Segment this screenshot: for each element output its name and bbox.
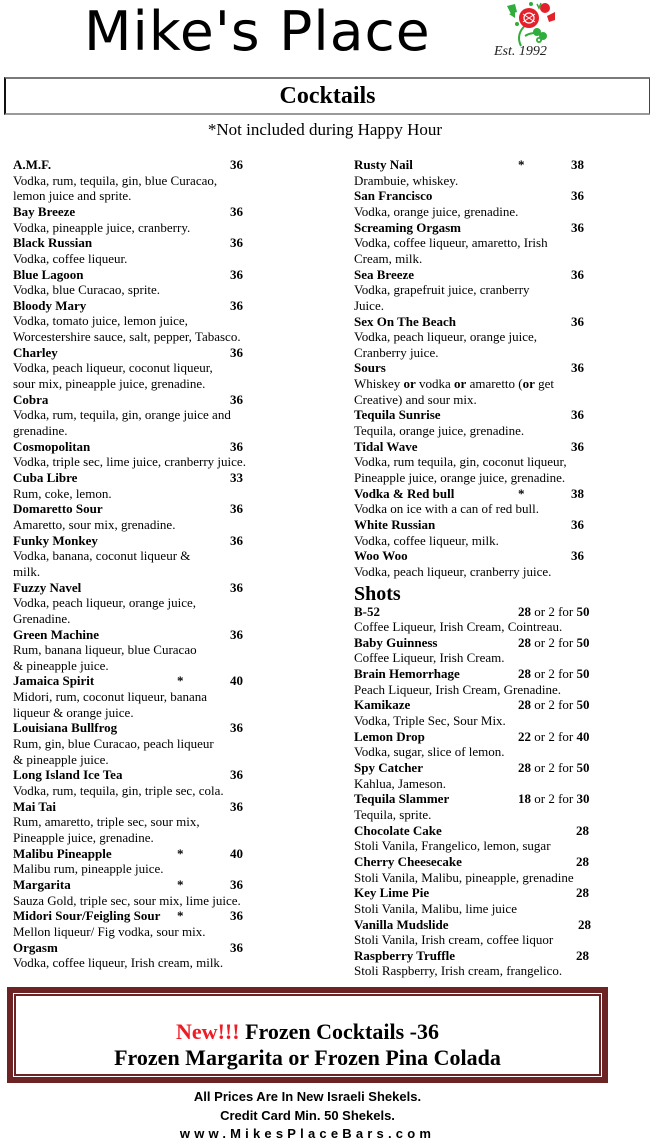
menu-item-price: 36 [230,266,243,282]
shot-item [354,823,644,854]
menu-item-price: 36 [571,407,584,423]
menu-item-description: Vodka, peach liqueur, orange juice, Grenadine. [13,595,196,626]
menu-item [13,501,333,532]
menu-item-price: 36 [230,532,243,548]
menu-item-description: Vodka, rum, tequila, gin, triple sec, cola. [13,783,224,798]
promo-title: Frozen Cocktails -36 [239,1019,439,1044]
menu-item-price: 36 [230,203,243,219]
menu-item-header [354,439,644,455]
menu-item-header [13,204,333,220]
shot-deal-text: or 2 for [531,666,577,682]
menu-item [354,486,644,517]
menu-item-description: Vodka, banana, coconut liqueur & milk. [13,548,191,579]
shot-item-price [518,697,590,713]
shot-item-name: Cherry Cheesecake [354,853,462,869]
menu-item-price: 36 [571,188,584,204]
menu-item-header [13,580,333,596]
menu-item-description: Vodka, triple sec, lime juice, cranberry juice. [13,454,246,470]
shot-item [354,697,644,728]
menu-item-header [354,517,644,533]
shot-item-description: Coffee Liqueur, Irish Cream. [354,650,505,666]
menu-item-price: 36 [230,876,243,892]
happy-hour-exclusion-marker: * [177,876,184,892]
shot-item-price: 28 [578,916,591,932]
shot-double-price: 50 [576,603,590,619]
menu-item-name: Rusty Nail [354,157,413,172]
menu-item [13,470,333,501]
menu-item [354,157,644,188]
shot-item-description: Coffee Liqueur, Irish Cream, Cointreau. [354,619,563,635]
menu-item [13,877,333,908]
menu-item-name: Cobra [13,391,49,407]
menu-item [354,439,644,486]
menu-item-price: 36 [230,438,243,454]
shot-item [354,729,644,760]
happy-hour-exclusion-marker: * [177,908,184,924]
menu-item-header [13,157,333,173]
menu-item-name: Sea Breeze [354,266,415,282]
new-label: New!!! [176,1019,240,1044]
menu-item-price: 36 [230,767,243,783]
menu-item-description: Rum, coke, lemon. [13,485,112,501]
menu-item-price: 36 [230,908,243,924]
menu-item-price: 36 [571,360,584,376]
menu-item [354,548,644,579]
menu-item [13,799,333,846]
menu-item-price: 36 [230,235,243,251]
shot-item-description: Stoli Vanila, Malibu, pineapple, grenadine [354,869,574,885]
shot-item-description: Vodka, Triple Sec, Sour Mix. [354,713,506,729]
menu-item-header [13,673,333,689]
shot-item [354,604,644,635]
menu-item-description: Vodka, orange juice, grenadine. [354,203,519,219]
section-title-box [4,77,650,115]
menu-item [13,908,333,939]
menu-item-description: Vodka, grapefruit juice, cranberry Juice. [354,282,530,313]
menu-item [13,673,333,720]
menu-item-price: 36 [571,219,584,235]
menu-item-name: Bay Breeze [13,203,76,219]
menu-item [354,220,644,267]
menu-item-header [13,470,333,486]
shot-single-price: 18 [518,791,531,807]
shot-item-header [354,760,644,776]
menu-item-price: 36 [230,798,243,814]
menu-item-description: Mellon liqueur/ Fig vodka, sour mix. [13,923,206,939]
menu-item-description: Vodka, pineapple juice, cranberry. [13,219,191,235]
menu-item-header [13,799,333,815]
menu-item-name: Sours [354,360,386,376]
menu-item-header [13,720,333,736]
menu-item-price: 40 [230,673,243,689]
shot-item [354,666,644,697]
shot-item-header [354,854,644,870]
shot-item-name: Key Lime Pie [354,885,430,901]
menu-item-header [13,846,333,862]
shot-item-price: 28 [576,947,589,963]
menu-item-name: San Francisco [354,188,433,204]
shot-item-price [518,666,590,682]
menu-item [13,627,333,674]
shot-double-price: 50 [576,697,590,713]
menu-item [13,267,333,298]
menu-item-name: Tidal Wave [354,438,418,454]
shot-item-description: Vodka, sugar, slice of lemon. [354,744,505,760]
menu-item-header [13,940,333,956]
menu-item-description: Vodka, rum, tequila, gin, orange juice and grenadine. [13,407,231,439]
menu-item-price: 36 [571,313,584,329]
frozen-cocktails-promo [7,987,608,1083]
menu-item-description: Rum, gin, blue Curacao, peach liqueur & pineapple juice. [13,736,214,767]
menu-item-header [13,767,333,783]
shot-single-price: 28 [518,760,531,776]
menu-item-price: 36 [230,626,243,642]
menu-item-name: Jamaica Spirit [13,673,95,689]
shot-item-header [354,917,644,933]
menu-item-header [13,439,333,455]
menu-item-header [13,267,333,283]
happy-hour-exclusion-marker: * [518,485,525,501]
menu-item-price: 40 [230,845,243,861]
menu-item-description: Vodka, coffee liqueur, Irish cream, milk. [13,955,224,971]
menu-item [13,533,333,580]
logo [84,0,504,68]
menu-item-name: Margarita [13,876,71,892]
happy-hour-note: *Not included during Happy Hour [207,120,443,139]
shot-item-description: Stoli Vanila, Irish cream, coffee liquor [354,932,554,948]
menu-item-price: 36 [230,579,243,595]
menu-item-name: Cosmopolitan [13,438,91,454]
menu-item [13,940,333,971]
menu-item-name: Long Island Ice Tea [13,767,123,783]
menu-item-price: 38 [571,485,584,501]
description-part: get Creative) and sour mix. [354,376,555,407]
menu-item [13,580,333,627]
shot-item-price [518,760,590,776]
menu-item-name: Woo Woo [354,548,408,564]
shot-item-name: B-52 [354,603,380,619]
description-part: amaretto ( [466,376,523,392]
shot-item-name: Raspberry Truffle [354,947,455,963]
menu-item-header [354,220,644,236]
menu-item-price: 36 [230,501,243,517]
shot-single-price: 22 [518,728,531,744]
menu-item-header [354,486,644,502]
shot-deal-text: or 2 for [531,791,577,807]
menu-item [13,298,333,345]
menu-item-header [13,908,333,924]
menu-item-description: Vodka, coffee liqueur, milk. [354,532,499,548]
menu-item-description: Rum, amaretto, triple sec, sour mix, Pineapple juice, grenadine. [13,814,200,845]
description-part: or [454,376,467,392]
menu-item-header [13,298,333,314]
logo-text: Mike's Place [84,0,431,63]
menu-item-header [354,548,644,564]
menu-item [354,360,644,407]
menu-item-description: Vodka, peach liqueur, cranberry juice. [354,563,552,579]
shot-item [354,917,644,948]
menu-item-description: Vodka, blue Curacao, sprite. [13,282,161,298]
shot-single-price: 28 [518,666,531,682]
shot-item-name: Tequila Slammer [354,791,450,807]
shot-item-price [518,791,590,807]
shot-item-description: Peach Liqueur, Irish Cream, Grenadine. [354,681,562,697]
menu-item-description: Vodka, peach liqueur, orange juice, Cranberry juice. [354,329,537,360]
description-part: Whiskey [354,376,404,392]
menu-item [354,407,644,438]
shot-item-description: Tequila, sprite. [354,806,432,822]
shot-item [354,948,644,979]
footer-credit-card-note: Credit Card Min. 50 Shekels. [220,1108,395,1123]
menu-item [13,157,333,204]
shot-single-price: 28 [518,634,531,650]
shot-item-header [354,697,644,713]
menu-item-header [13,877,333,893]
menu-item-header [354,157,644,173]
shots-heading: Shots [354,582,401,605]
description-part: or [403,376,416,392]
description-part: or [522,376,535,392]
menu-item-name: Orgasm [13,939,58,955]
shot-item-header [354,604,644,620]
menu-item-name: Malibu Pineapple [13,845,112,861]
shot-item-name: Baby Guinness [354,634,438,650]
shot-item-description: Stoli Vanila, Malibu, lime juice [354,900,517,916]
menu-item-name: Vodka & Red bull [354,485,455,501]
menu-item-name: Mai Tai [13,798,56,814]
menu-item-name: Domaretto Sour [13,501,103,517]
menu-item-description: Drambuie, whiskey. [354,172,459,188]
menu-item-description: Vodka, coffee liqueur, amaretto, Irish Cream, milk. [354,235,548,266]
menu-item-header [354,267,644,283]
menu-item [13,767,333,798]
description-part: vodka [415,376,455,392]
menu-item [13,345,333,392]
menu-item-name: Sex On The Beach [354,313,456,329]
shot-item-description: Stoli Raspberry, Irish cream, frangelico. [354,963,563,979]
shot-item-price: 28 [576,822,589,838]
menu-item-price: 36 [571,548,584,564]
menu-item [354,314,644,361]
menu-item-price: 36 [571,516,584,532]
menu-item-price: 36 [230,939,243,955]
menu-item [13,204,333,235]
footer-currency-note: All Prices Are In New Israeli Shekels. [193,1089,422,1104]
promo-line-1 [13,1019,602,1045]
shot-item-header [354,635,644,651]
menu-item-name: Charley [13,344,58,360]
menu-item-header [13,501,333,517]
shot-item-name: Chocolate Cake [354,822,442,838]
menu-item-name: Screaming Orgasm [354,219,461,235]
menu-item-price: 36 [230,720,243,736]
menu-item [354,517,644,548]
promo-line-2: Frozen Margarita or Frozen Pina Colada [114,1045,501,1070]
menu-item-name: Funky Monkey [13,532,98,548]
shot-single-price: 28 [518,697,531,713]
menu-item-price: 33 [230,470,243,485]
shot-double-price: 30 [576,791,590,807]
shot-item-header [354,948,644,964]
menu-item-header [13,345,333,361]
shot-deal-text: or 2 for [531,603,577,619]
shot-deal-text: or 2 for [531,634,577,650]
rose-icon [503,2,563,48]
section-title: Cocktails [279,83,376,109]
menu-item [13,439,333,470]
menu-item-price: 36 [230,344,243,360]
cocktails-left-column [13,157,333,971]
menu-item-name: Green Machine [13,626,100,642]
shot-item-name: Kamikaze [354,697,411,713]
menu-item-description: Vodka, tomato juice, lemon juice, Worcestershire sauce, salt, pepper, Tabasco. [13,313,241,345]
shot-item-name: Brain Hemorrhage [354,666,460,682]
shot-deal-text: or 2 for [531,728,577,744]
shot-item-description: Stoli Vanila, Frangelico, lemon, sugar [354,838,551,854]
shot-item [354,635,644,666]
shot-item-header [354,666,644,682]
shot-item [354,791,644,822]
menu-item [13,235,333,266]
menu-item-description: Tequila, orange juice, grenadine. [354,423,525,439]
shot-item-price: 28 [576,885,589,901]
shot-double-price: 50 [576,666,590,682]
menu-item-name: Bloody Mary [13,297,87,313]
shot-item-description: Kahlua, Jameson. [354,775,447,791]
menu-item [13,846,333,877]
menu-item-price: 36 [230,157,243,172]
shot-single-price: 28 [518,603,531,619]
shot-item-name: Lemon Drop [354,728,425,744]
menu-item [354,188,644,219]
shot-double-price: 40 [576,728,590,744]
menu-item-header [354,188,644,204]
menu-item-header [354,407,644,423]
happy-hour-exclusion-marker: * [518,157,525,172]
menu-item-price: 36 [571,266,584,282]
happy-hour-exclusion-marker: * [177,673,184,689]
shot-item-price [518,604,590,620]
menu-item-description: Rum, banana liqueur, blue Curacao & pineapple juice. [13,642,197,673]
menu-item-description: Malibu rum, pineapple juice. [13,861,164,877]
menu-item-description: Vodka, coffee liqueur. [13,250,128,266]
menu-item-description: Vodka on ice with a can of red bull. [354,501,539,517]
menu-item-price: 36 [230,297,243,313]
menu-item-description: Midori, rum, coconut liqueur, banana liqueur & orange juice. [13,689,208,720]
menu-item-header [13,533,333,549]
menu-item-price: 36 [230,391,243,407]
menu-item-name: Fuzzy Navel [13,579,82,595]
menu-item-price: 38 [571,157,584,172]
menu-item-name: Tequila Sunrise [354,407,441,423]
shot-item-header [354,729,644,745]
shot-item-name: Vanilla Mudslide [354,916,449,932]
shot-item [354,885,644,916]
menu-item-name: Blue Lagoon [13,266,84,282]
footer-website-link[interactable]: www.MikesPlaceBars.com [179,1126,436,1141]
shot-item-price [518,729,590,745]
shot-double-price: 50 [576,760,590,776]
menu-item-header [354,360,644,376]
established-text: Est. 1992 [494,44,547,59]
menu-item-header [354,314,644,330]
menu-item-name: Black Russian [13,235,93,251]
shot-item-header [354,885,644,901]
menu-item-description: Sauza Gold, triple sec, sour mix, lime juice. [13,892,241,908]
menu-item-name: White Russian [354,516,436,532]
menu-item-description: Amaretto, sour mix, grenadine. [13,516,176,532]
cocktails-right-column [354,157,644,979]
menu-item-description: Vodka, rum tequila, gin, coconut liqueur, Pineapple juice, orange juice, grenadine. [354,454,567,485]
menu-item-name: Cuba Libre [13,470,78,485]
menu-item [13,392,333,439]
menu-item-description: Vodka, peach liqueur, coconut liqueur, sour mix, pineapple juice, grenadine. [13,360,213,392]
shot-item [354,760,644,791]
menu-item [13,720,333,767]
shot-item [354,854,644,885]
shot-deal-text: or 2 for [531,760,577,776]
shot-item-name: Spy Catcher [354,760,423,776]
menu-item-header [13,627,333,643]
menu-item-name: A.M.F. [13,157,52,172]
menu-item [354,267,644,314]
shot-item-header [354,823,644,839]
menu-item-name: Midori Sour/Feigling Sour [13,908,161,924]
happy-hour-exclusion-marker: * [177,845,184,861]
menu-item-name: Louisiana Bullfrog [13,720,118,736]
menu-item-header [13,392,333,408]
menu-item-header [13,235,333,251]
shot-item-price [518,635,590,651]
shot-item-price: 28 [576,853,589,869]
menu-item-description [354,376,644,407]
menu-item-description: Vodka, rum, tequila, gin, blue Curacao, lemon juice and sprite. [13,172,218,204]
shot-deal-text: or 2 for [531,697,577,713]
menu-item-price: 36 [571,438,584,454]
shot-item-header [354,791,644,807]
shot-double-price: 50 [576,634,590,650]
